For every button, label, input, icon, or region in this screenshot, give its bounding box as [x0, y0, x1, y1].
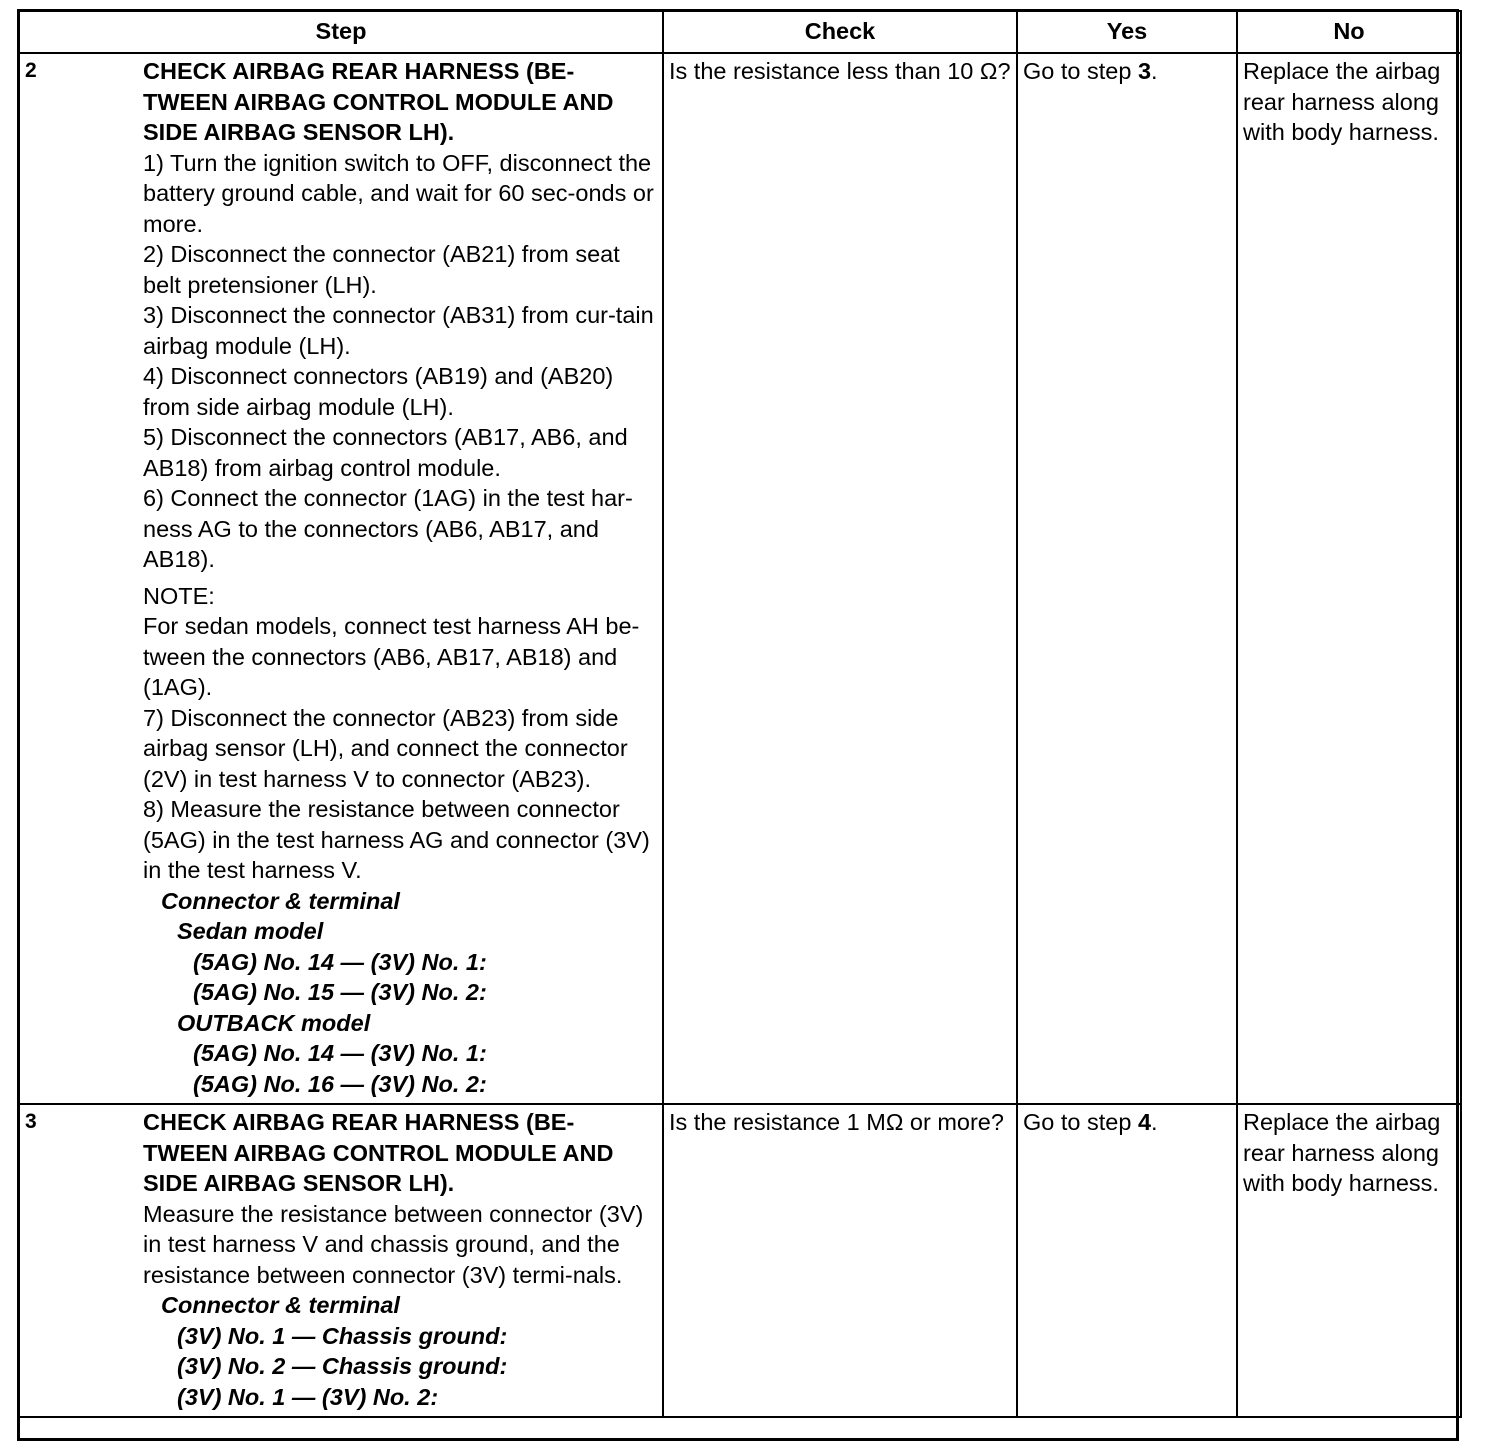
yes-cell	[1017, 1104, 1237, 1417]
procedure-step: 8) Measure the resistance between connector (5AG) in the test harness AG and connector (3V) in the test harness V.	[143, 796, 650, 883]
no-cell: Replace the airbag rear harness along with body harness.	[1237, 53, 1461, 1104]
spec-line: (5AG) No. 16 — (3V) No. 2:	[193, 1070, 487, 1097]
table-row	[19, 1104, 1461, 1417]
spec-line: (3V) No. 1 — (3V) No. 2:	[177, 1383, 439, 1410]
header-no: No	[1237, 11, 1461, 53]
procedure-step: 7) Disconnect the connector (AB23) from side airbag sensor (LH), and connect the connector (2V) in test harness V to connector (AB23).	[143, 704, 628, 792]
yes-cell	[1017, 53, 1237, 1104]
check-cell: Is the resistance less than 10 Ω?	[663, 53, 1017, 1104]
procedure-step: 2) Disconnect the connector (AB21) from seat belt pretensioner (LH).	[143, 241, 620, 298]
spec-model-sedan: Sedan model	[177, 918, 324, 944]
procedure-step: 3) Disconnect the connector (AB31) from cur-tain airbag module (LH).	[143, 302, 654, 359]
procedure-text: Measure the resistance between connector (3V) in test harness V and chassis ground, and the resistance between connector (3V) termi-nals.	[143, 1200, 644, 1288]
note-text: For sedan models, connect test harness AH be-tween the connectors (AB6, AB17, AB18) and (1AG).	[143, 613, 640, 700]
yes-step-ref: 4	[1137, 1109, 1152, 1135]
step-title-line: TWEEN AIRBAG CONTROL MODULE AND	[143, 1139, 614, 1166]
step-title-line: CHECK AIRBAG REAR HARNESS (BE-	[143, 1109, 575, 1135]
procedure-step: 1) Turn the ignition switch to OFF, disconnect the battery ground cable, and wait for 60 sec-onds or more.	[143, 149, 654, 237]
note-label: NOTE:	[143, 582, 215, 609]
yes-prefix: Go to step	[1023, 58, 1138, 84]
spec-line: (3V) No. 2 — Chassis ground:	[177, 1353, 508, 1379]
step-number: 2	[25, 59, 37, 82]
procedure-step: 5) Disconnect the connectors (AB17, AB6, and AB18) from airbag control module.	[143, 424, 628, 481]
yes-prefix: Go to step	[1023, 1109, 1138, 1135]
header-check: Check	[663, 11, 1017, 53]
step-title-line: TWEEN AIRBAG CONTROL MODULE AND	[143, 88, 614, 115]
step-cell	[19, 53, 663, 1104]
table-row	[19, 53, 1461, 1104]
check-cell: Is the resistance 1 MΩ or more?	[663, 1104, 1017, 1417]
yes-suffix: .	[1151, 1109, 1158, 1135]
no-cell: Replace the airbag rear harness along with body harness.	[1237, 1104, 1461, 1417]
step-title-line: SIDE AIRBAG SENSOR LH).	[143, 1170, 455, 1196]
step-body	[143, 56, 657, 1099]
spec-line: (3V) No. 1 — Chassis ground:	[177, 1322, 508, 1349]
spec-line: (5AG) No. 14 — (3V) No. 1:	[193, 1040, 487, 1066]
step-title-line: CHECK AIRBAG REAR HARNESS (BE-	[143, 58, 575, 84]
step-number: 3	[25, 1110, 37, 1133]
diagnostic-table	[18, 10, 1462, 1418]
spec-title: Connector & terminal	[161, 887, 400, 914]
header-row	[19, 11, 1461, 53]
spec-title: Connector & terminal	[161, 1292, 400, 1318]
spec-model-outback: OUTBACK model	[177, 1009, 371, 1036]
header-step: Step	[19, 11, 663, 53]
step-cell	[19, 1104, 663, 1417]
procedure-step: 6) Connect the connector (1AG) in the test har-ness AG to the connectors (AB6, AB17, and AB18).	[143, 485, 633, 572]
spec-line: (5AG) No. 15 — (3V) No. 2:	[193, 979, 487, 1005]
step-title-line: SIDE AIRBAG SENSOR LH).	[143, 119, 455, 145]
header-yes: Yes	[1017, 11, 1237, 53]
spec-line: (5AG) No. 14 — (3V) No. 1:	[193, 948, 487, 975]
yes-suffix: .	[1151, 58, 1158, 84]
yes-step-ref: 3	[1137, 58, 1152, 84]
step-body	[143, 1107, 657, 1412]
procedure-step: 4) Disconnect connectors (AB19) and (AB20) from side airbag module (LH).	[143, 363, 614, 420]
